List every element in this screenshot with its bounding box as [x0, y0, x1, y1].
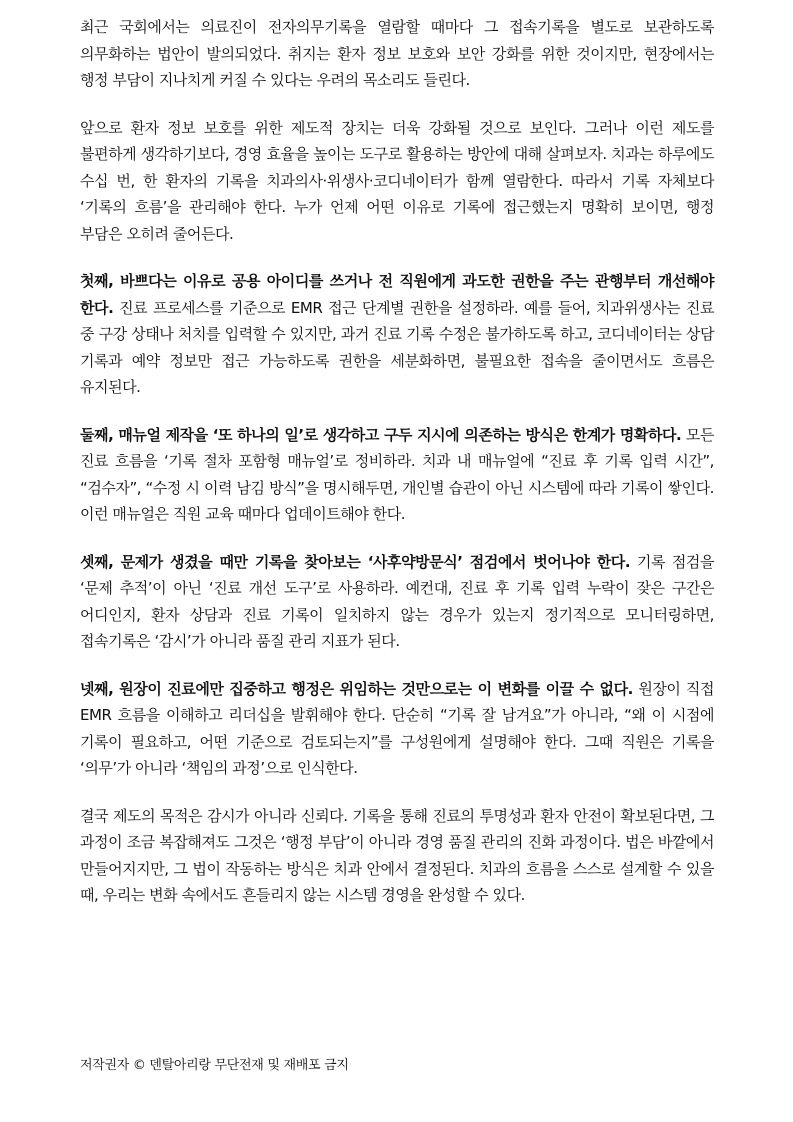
paragraph-intro	[80, 14, 714, 94]
paragraph-point-4	[80, 676, 714, 782]
paragraph-text: 원장이 직접 EMR 흐름을 이해하고 리더십을 발휘해야 한다. 단순히 “기록 잘 남겨요”가 아니라, “왜 이 시점에 기록이 필요하고, 어떤 기준으로 검토되는지”를 구성원에게 설명해야 한다. 그때 직원은 기록을 ‘의무’가 아니라 ‘책임의 과정’으로 인식한다.	[80, 679, 714, 777]
paragraph-text: 기록 점검을 ‘문제 추적’이 아닌 ‘진료 개선 도구’로 사용하라. 예컨대, 진료 후 기록 입력 누락이 잦은 구간은 어디인지, 환자 상담과 진료 기록이 일치하지 않는 경우가 있는지 정기적으로 모니터링하면, 접속기록은 ‘감시’가 아니라 품질 관리 지표가 된다.	[80, 552, 714, 650]
paragraph-lead: 넷째, 원장이 진료에만 집중하고 행정은 위임하는 것만으로는 이 변화를 이끌 수 없다.	[80, 679, 633, 698]
paragraph-lead: 둘째, 매뉴얼 제작을 ‘또 하나의 일’로 생각하고 구두 지시에 의존하는 방식은 한계가 명확하다.	[80, 425, 682, 444]
paragraph-point-1	[80, 268, 714, 401]
paragraph-point-3	[80, 549, 714, 655]
paragraph-lead: 셋째, 문제가 생겼을 때만 기록을 찾아보는 ‘사후약방문식’ 점검에서 벗어나야 한다.	[80, 552, 631, 571]
paragraph-text: 모든 진료 흐름을 ‘기록 절차 포함형 매뉴얼’로 정비하라. 치과 내 매뉴얼에 “진료 후 기록 입력 시간”, “검수자”, “수정 시 이력 남김 방식”을 명시해두면, 개인별 습관이 아닌 시스템에 따라 기록이 쌓인다. 이런 매뉴얼은 직원 교육 때마다 업데이트해야 한다.	[80, 425, 714, 523]
paragraph-lead: 첫째, 바쁘다는 이유로 공용 아이디를 쓰거나 전 직원에게 과도한 권한을 주는 관행부터 개선해야 한다.	[80, 272, 715, 317]
paragraph-text: 결국 제도의 목적은 감시가 아니라 신뢰다. 기록을 통해 진료의 투명성과 환자 안전이 확보된다면, 그 과정이 조금 복잡해져도 그것은 ‘행정 부담’이 아니라 경영 품질 관리의 진화 과정이다. 법은 바깥에서 만들어지지만, 그 법이 작동하는 방식은 치과 안에서 결정된다. 치과의 흐름을 스스로 설계할 수 있을 때, 우리는 변화 속에서도 흔들리지 않는 시스템 경영을 완성할 수 있다.	[80, 806, 715, 904]
copyright-footer: 저작권자 © 덴탈아리랑 무단전재 및 재배포 금지	[80, 1058, 349, 1073]
paragraph-conclusion	[80, 803, 714, 909]
article-body	[80, 14, 714, 930]
paragraph-context	[80, 115, 714, 248]
paragraph-text: 진료 프로세스를 기준으로 EMR 접근 단계별 권한을 설정하라. 예를 들어, 치과위생사는 진료 중 구강 상태나 처치를 입력할 수 있지만, 과거 진료 기록 수정은 불가하도록 하고, 코디네이터는 상담 기록과 예약 정보만 접근 가능하도록 권한을 세분화하면, 불필요한 접속을 줄이면서도 흐름은 유지된다.	[80, 298, 714, 396]
paragraph-text: 앞으로 환자 정보 보호를 위한 제도적 장치는 더욱 강화될 것으로 보인다. 그러나 이런 제도를 불편하게 생각하기보다, 경영 효율을 높이는 도구로 활용하는 방안에 대해 살펴보자. 치과는 하루에도 수십 번, 한 환자의 기록을 치과의사·위생사·코디네이터가 함께 열람한다. 따라서 기록 자체보다 ‘기록의 흐름’을 관리해야 한다. 누가 언제 어떤 이유로 기록에 접근했는지 명확히 보이면, 행정 부담은 오히려 줄어든다.	[80, 118, 714, 243]
paragraph-point-2	[80, 422, 714, 528]
paragraph-text: 최근 국회에서는 의료진이 전자의무기록을 열람할 때마다 그 접속기록을 별도로 보관하도록 의무화하는 법안이 발의되었다. 취지는 환자 정보 보호와 보안 강화를 위한 것이지만, 현장에서는 행정 부담이 지나치게 커질 수 있다는 우려의 목소리도 들린다.	[80, 18, 714, 89]
